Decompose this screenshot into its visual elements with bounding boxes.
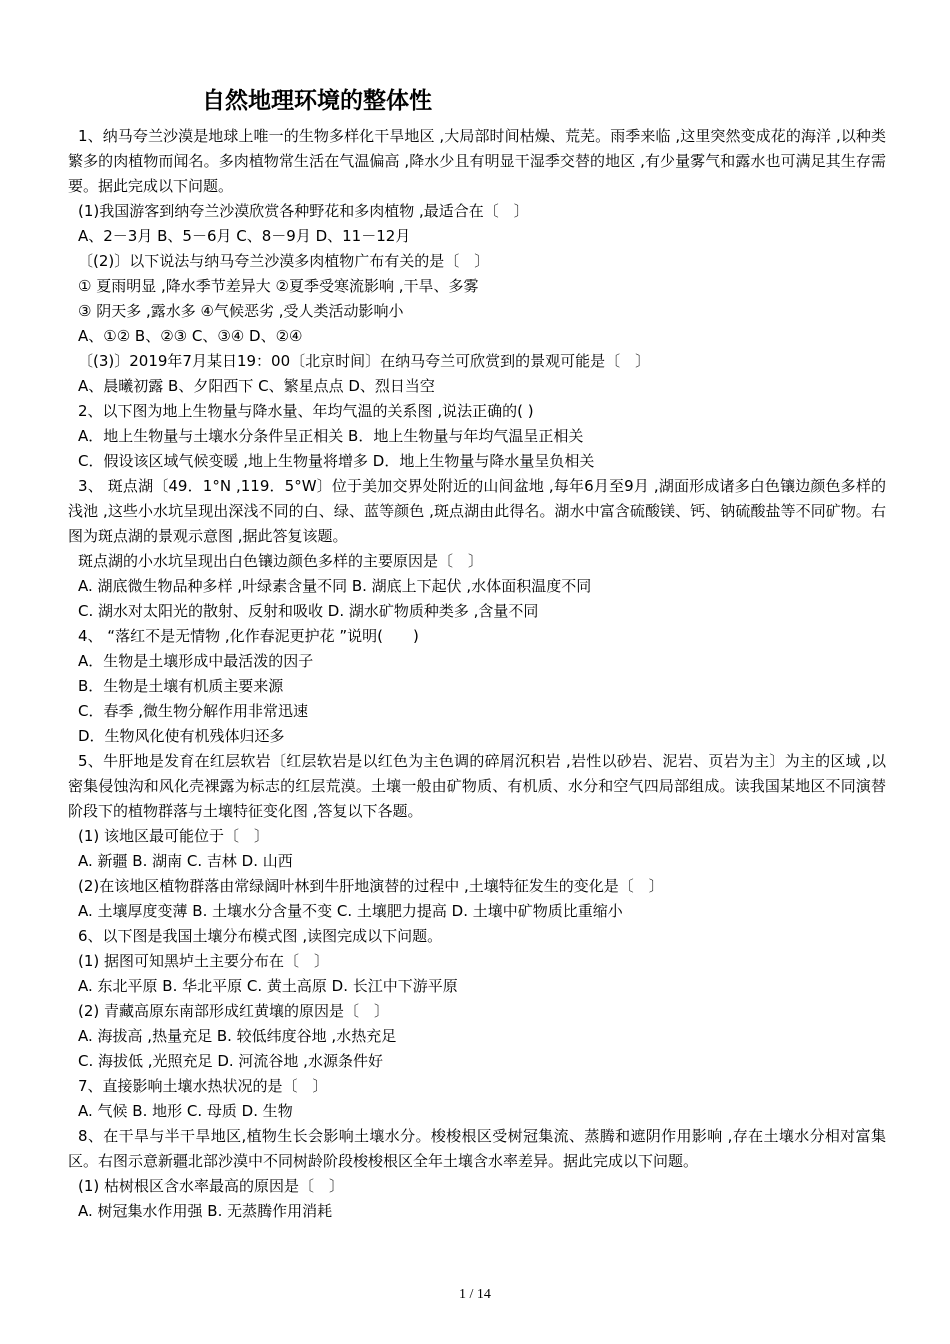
question-7-options: A. 气候 B. 地形 C. 母质 D. 生物 [78,1102,293,1120]
question-3: 斑点湖的小水坑呈现出白色镶边颜色多样的主要原因是〔 〕 [78,552,484,570]
question-6-2-options-ab: A. 海拔高 ,热量充足 B. 较低纬度谷地 ,水热充足 [78,1027,397,1045]
question-3-options-cd: C. 湖水对太阳光的散射、反射和吸收 D. 湖水矿物质种类多 ,含量不同 [78,602,539,620]
question-4-option-b: B．生物是土壤有机质主要来源 [78,677,284,695]
question-1-1: (1)我国游客到纳夸兰沙漠欣赏各种野花和多肉植物 ,最适合在〔 〕 [78,202,529,220]
question-1-3-options: A、晨曦初露 B、夕阳西下 C、繁星点点 D、烈日当空 [78,377,435,395]
question-4-option-a: A．生物是土壤形成中最活泼的因子 [78,652,314,670]
question-7: 7、直接影响土壤水热状况的是〔 〕 [78,1077,328,1095]
question-2-options-cd: C．假设该区域气候变暖 ,地上生物量将增多 D．地上生物量与降水量呈负相关 [78,452,595,470]
question-5-1-options: A. 新疆 B. 湖南 C. 吉林 D. 山西 [78,852,293,870]
question-6: 6、以下图是我国土壤分布模式图 ,读图完成以下问题。 [78,927,443,945]
question-6-1-options: A. 东北平原 B. 华北平原 C. 黄土高原 D. 长江中下游平原 [78,977,458,995]
question-8-1-options-ab: A. 树冠集水作用强 B. 无蒸腾作用消耗 [78,1202,333,1220]
document-body [68,124,886,1224]
question-4-option-d: D．生物风化使有机残体归还多 [78,727,285,745]
question-5-1: (1) 该地区最可能位于〔 〕 [78,827,270,845]
question-2-options-ab: A．地上生物量与土壤水分条件呈正相关 B．地上生物量与年均气温呈正相关 [78,427,584,445]
question-8-intro: 8、在干旱与半干旱地区,植物生长会影响土壤水分。梭梭根区受树冠集流、蒸腾和遮阴作用影响 ,存在土壤水分相对富集区。右图示意新疆北部沙漠中不同树龄阶段梭梭根区全年土壤含水率差异。据此完成以下问题。 [68,1127,886,1170]
question-1-2: 〔(2)〕以下说法与纳马夸兰沙漠多肉植物广布有关的是〔 〕 [78,252,490,270]
question-4: 4、 “落红不是无情物 ,化作春泥更护花 ”说明( ) [78,627,419,645]
question-6-2-options-cd: C. 海拔低 ,光照充足 D. 河流谷地 ,水源条件好 [78,1052,383,1070]
question-1-2-statements-a: ① 夏雨明显 ,降水季节差异大 ②夏季受寒流影响 ,干旱、多雾 [78,277,479,295]
question-8-1: (1) 枯树根区含水率最高的原因是〔 〕 [78,1177,345,1195]
question-6-1: (1) 据图可知黑垆土主要分布在〔 〕 [78,952,330,970]
question-5-intro: 5、牛肝地是发育在红层软岩〔红层软岩是以红色为主色调的碎屑沉积岩 ,岩性以砂岩、泥岩、页岩为主〕为主的区域 ,以密集侵蚀沟和风化壳裸露为标志的红层荒漠。土壤一般由矿物质、有机质、水分和空气四局部组成。读我国某地区不同演替阶段下的植物群落与土壤特征变化图 ,答复以下各题。 [68,752,886,820]
question-2: 2、以下图为地上生物量与降水量、年均气温的关系图 ,说法正确的( ) [78,402,534,420]
question-4-option-c: C．春季 ,微生物分解作用非常迅速 [78,702,309,720]
page-title: 自然地理环境的整体性 [202,88,432,114]
question-5-2: (2)在该地区植物群落由常绿阔叶林到牛肝地演替的过程中 ,土壤特征发生的变化是〔 〕 [78,877,664,895]
question-5-2-options: A. 土壤厚度变薄 B. 土壤水分含量不变 C. 土壤肥力提高 D. 土壤中矿物质比重缩小 [78,902,623,920]
question-6-2: (2) 青藏高原东南部形成红黄壤的原因是〔 〕 [78,1002,390,1020]
question-3-options-ab: A. 湖底微生物品种多样 ,叶绿素含量不同 B. 湖底上下起伏 ,水体面积温度不同 [78,577,592,595]
question-3-intro: 3、 斑点湖〔49．1°N ,119．5°W〕位于美加交界处附近的山间盆地 ,每年6月至9月 ,湖面形成诸多白色镶边颜色多样的浅池 ,这些小水坑呈现出深浅不同的白、绿、蓝等颜色 ,斑点湖由此得名。湖水中富含硫酸镁、钙、钠硫酸盐等不同矿物。右图为斑点湖的景观示意图 ,据此答复该题。 [68,477,886,545]
question-1-1-options: A、2－3月 B、5－6月 C、8－9月 D、11－12月 [78,227,411,245]
question-1-3: 〔(3)〕2019年7月某日19：00〔北京时间〕在纳马夸兰可欣赏到的景观可能是〔 〕 [78,352,651,370]
page-number: 1 / 14 [459,1287,491,1302]
question-1-2-statements-b: ③ 阴天多 ,露水多 ④气候恶劣 ,受人类活动影响小 [78,302,404,320]
question-1-2-options: A、①② B、②③ C、③④ D、②④ [78,327,303,345]
question-1-intro: 1、纳马夸兰沙漠是地球上唯一的生物多样化干旱地区 ,大局部时间枯燥、荒芜。雨季来临 ,这里突然变成花的海洋 ,以种类繁多的肉植物而闻名。多肉植物常生活在气温偏高 ,降水少且有明显干湿季交替的地区 ,有少量雾气和露水也可满足其生存需要。据此完成以下问题。 [68,127,886,195]
